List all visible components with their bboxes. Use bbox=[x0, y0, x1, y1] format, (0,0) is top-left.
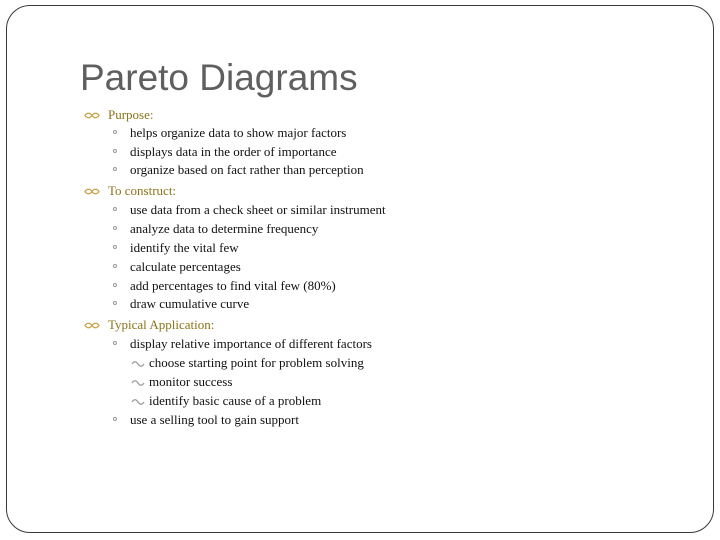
list-item bbox=[130, 336, 372, 352]
list-item bbox=[130, 125, 346, 141]
list-item-text: draw cumulative curve bbox=[130, 296, 250, 311]
list-item-text: use a selling tool to gain support bbox=[130, 412, 299, 427]
circle-bullet-icon bbox=[113, 245, 117, 249]
sub-list-item bbox=[149, 374, 232, 390]
list-item-text: display relative importance of different factors bbox=[130, 336, 372, 351]
list-item bbox=[130, 412, 299, 428]
loop-bullet-icon bbox=[84, 112, 100, 119]
list-item-text: add percentages to find vital few (80%) bbox=[130, 278, 336, 293]
section-heading-label: Typical Application: bbox=[108, 317, 215, 332]
circle-bullet-icon bbox=[113, 341, 117, 345]
sub-list-item-text: monitor success bbox=[149, 374, 233, 389]
loop-bullet-icon bbox=[84, 322, 100, 329]
circle-bullet-icon bbox=[113, 417, 117, 421]
sub-list-item bbox=[149, 393, 321, 409]
list-item-text: identify the vital few bbox=[130, 240, 239, 255]
list-item-text: organize based on fact rather than perception bbox=[130, 162, 364, 177]
list-item-text: calculate percentages bbox=[130, 259, 241, 274]
circle-bullet-icon bbox=[113, 264, 117, 268]
list-item-text: use data from a check sheet or similar instrument bbox=[130, 202, 386, 217]
list-item bbox=[130, 162, 364, 178]
circle-bullet-icon bbox=[113, 167, 117, 171]
list-item bbox=[130, 240, 239, 256]
section-heading-label: Purpose: bbox=[108, 107, 154, 122]
list-item bbox=[130, 221, 318, 237]
list-item bbox=[130, 144, 337, 160]
list-item-text: displays data in the order of importance bbox=[130, 144, 337, 159]
list-item bbox=[130, 202, 386, 218]
circle-bullet-icon bbox=[113, 283, 117, 287]
circle-bullet-icon bbox=[113, 207, 117, 211]
circle-bullet-icon bbox=[113, 226, 117, 230]
sub-list-item bbox=[149, 355, 364, 371]
wave-bullet-icon bbox=[131, 398, 145, 405]
section-heading-application bbox=[108, 317, 214, 333]
slide-title: Pareto Diagrams bbox=[80, 57, 358, 98]
list-item-text: helps organize data to show major factors bbox=[130, 125, 347, 140]
circle-bullet-icon bbox=[113, 130, 117, 134]
list-item bbox=[130, 259, 241, 275]
sub-list-item-text: choose starting point for problem solving bbox=[149, 355, 364, 370]
list-item bbox=[130, 296, 249, 312]
section-heading-construct bbox=[108, 183, 176, 199]
circle-bullet-icon bbox=[113, 301, 117, 305]
section-heading-label: To construct: bbox=[108, 183, 177, 198]
circle-bullet-icon bbox=[113, 149, 117, 153]
list-item-text: analyze data to determine frequency bbox=[130, 221, 319, 236]
wave-bullet-icon bbox=[131, 379, 145, 386]
section-heading-purpose bbox=[108, 107, 154, 123]
sub-list-item-text: identify basic cause of a problem bbox=[149, 393, 322, 408]
list-item bbox=[130, 278, 336, 294]
wave-bullet-icon bbox=[131, 360, 145, 367]
loop-bullet-icon bbox=[84, 188, 100, 195]
